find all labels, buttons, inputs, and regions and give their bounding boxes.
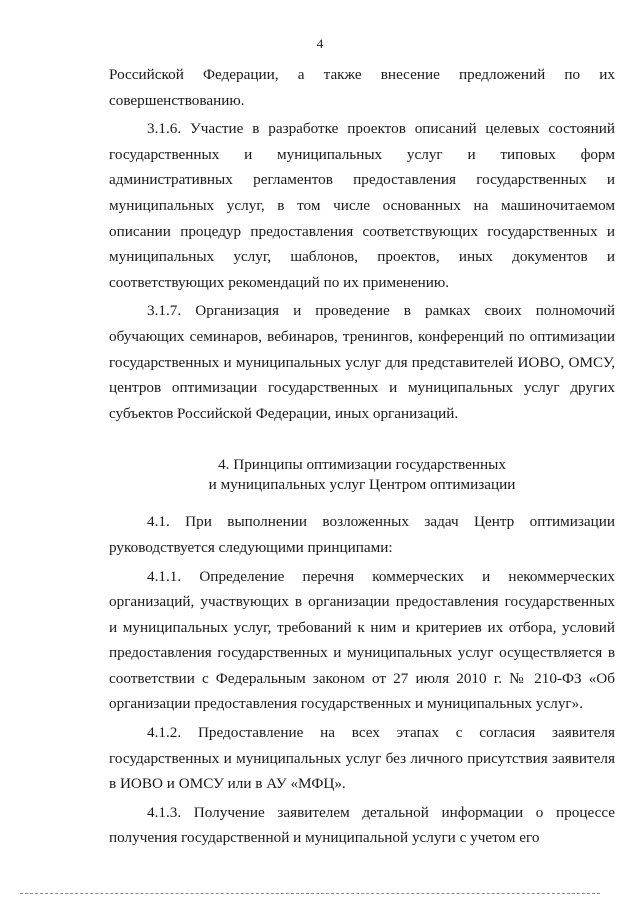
page-number: 4	[316, 36, 324, 51]
section-heading-line-2: и муниципальных услуг Центром оптимизации	[208, 476, 516, 494]
paragraph-4-1-3: 4.1.3. Получение заявителем детальной информации о процессе получения государственной и муниципальной услуги с учетом его	[109, 803, 615, 847]
page-bottom-divider	[20, 893, 600, 894]
paragraph-4-1-1: 4.1.1. Определение перечня коммерческих и некоммерческих организаций, участвующих в организации предоставления государственных и муниципальных услуг, требований к ним и критериев их отбора, условий предоставления государственных и муниципальных услуг осуществляется в соответствии с Федеральным законом от 27 июля 2010 г. № 210-ФЗ «Об организации предоставления государственных и муниципальных услуг».	[109, 567, 615, 713]
section-heading-line-1: 4. Принципы оптимизации государственных	[218, 456, 506, 474]
section-heading	[109, 455, 615, 495]
paragraph-4-1-2: 4.1.2. Предоставление на всех этапах с согласия заявителя государственных и муниципальных услуг без личного присутствия заявителя в ИОВО и ОМСУ или в АУ «МФЦ».	[109, 724, 615, 793]
document-body	[109, 62, 615, 851]
paragraph-3-1-5-tail: Российской Федерации, а также внесение предложений по их совершенствованию.	[109, 66, 615, 109]
paragraph-3-1-6: 3.1.6. Участие в разработке проектов описаний целевых состояний государственных и муниципальных услуг и типовых форм административных регламентов предоставления государственных и муниципальных услуг, в том числе основанных на машиночитаемом описании процедур предоставления соответствующих государственных и муниципальных услуг, шаблонов, проектов, иных документов и соответствующих рекомендаций по их применению.	[109, 120, 615, 291]
paragraph-3-1-7: 3.1.7. Организация и проведение в рамках своих полномочий обучающих семинаров, вебинаров, тренингов, конференций по оптимизации государственных и муниципальных услуг для представителей ИОВО, ОМСУ, центров оптимизации государственных и муниципальных услуг других субъектов Российской Федерации, иных организаций.	[109, 302, 615, 422]
paragraph-4-1: 4.1. При выполнении возложенных задач Центр оптимизации руководствуется следующими принципами:	[109, 513, 615, 556]
